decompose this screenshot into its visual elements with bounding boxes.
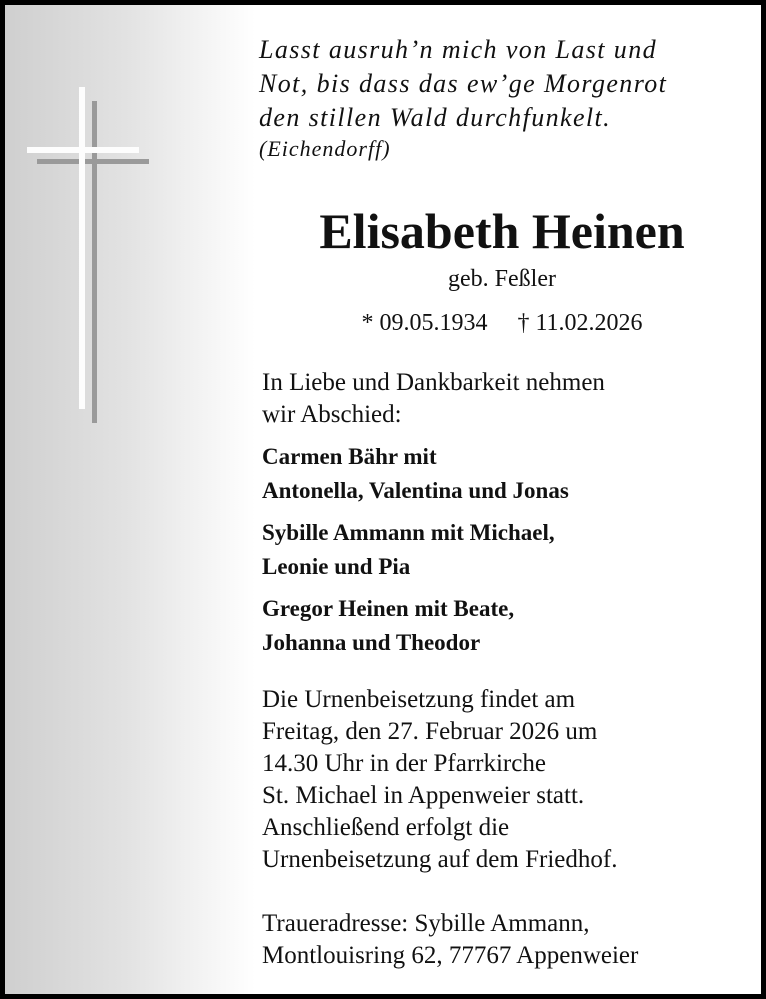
poem-quote <box>259 33 729 163</box>
deceased-name: Elisabeth Heinen <box>319 203 685 259</box>
mourner-line: Gregor Heinen mit Beate, <box>262 596 515 621</box>
mourner-line: Sybille Ammann mit Michael, <box>262 520 555 545</box>
service-line: Urnenbeisetzung auf dem Friedhof. <box>262 846 618 873</box>
mourning-address <box>262 908 732 972</box>
poem-line: den stillen Wald durchfunkelt. <box>259 103 612 132</box>
mourner-line: Johanna und Theodor <box>262 630 481 655</box>
cross-shadow-horizontal <box>37 159 149 164</box>
cross-vertical-beam <box>79 87 85 409</box>
birth-date: * 09.05.1934 <box>361 310 488 336</box>
service-line: 14.30 Uhr in der Pfarrkirche <box>262 750 546 777</box>
intro-line: In Liebe und Dankbarkeit nehmen <box>262 369 605 396</box>
address-line: Montlouisring 62, 77767 Appenweier <box>262 942 639 969</box>
mourner-group <box>262 516 742 584</box>
service-line: Anschließend erfolgt die <box>262 814 510 841</box>
service-line: Freitag, den 27. Februar 2026 um <box>262 718 598 745</box>
cross-horizontal-beam <box>27 147 139 153</box>
intro-line: wir Abschied: <box>262 401 402 428</box>
address-line: Traueradresse: Sybille Ammann, <box>262 910 590 937</box>
mourner-group <box>262 592 742 660</box>
service-line: St. Michael in Appenweier statt. <box>262 782 585 809</box>
mourner-line: Carmen Bähr mit <box>262 444 437 469</box>
mourner-line: Leonie und Pia <box>262 554 411 579</box>
service-line: Die Urnenbeisetzung findet am <box>262 686 576 713</box>
poem-line: Not, bis dass das ew’ge Morgenrot <box>259 69 668 98</box>
birth-name: geb. Feßler <box>448 266 556 292</box>
mourner-line: Antonella, Valentina und Jonas <box>262 478 569 503</box>
death-date: † 11.02.2026 <box>517 310 643 336</box>
mourner-group <box>262 440 742 508</box>
cross-icon <box>27 87 152 427</box>
service-details <box>262 684 732 876</box>
poem-line: Lasst ausruh’n mich von Last und <box>259 35 657 64</box>
poem-author: (Eichendorff) <box>259 136 391 161</box>
farewell-intro <box>262 367 732 431</box>
life-dates <box>255 307 749 339</box>
